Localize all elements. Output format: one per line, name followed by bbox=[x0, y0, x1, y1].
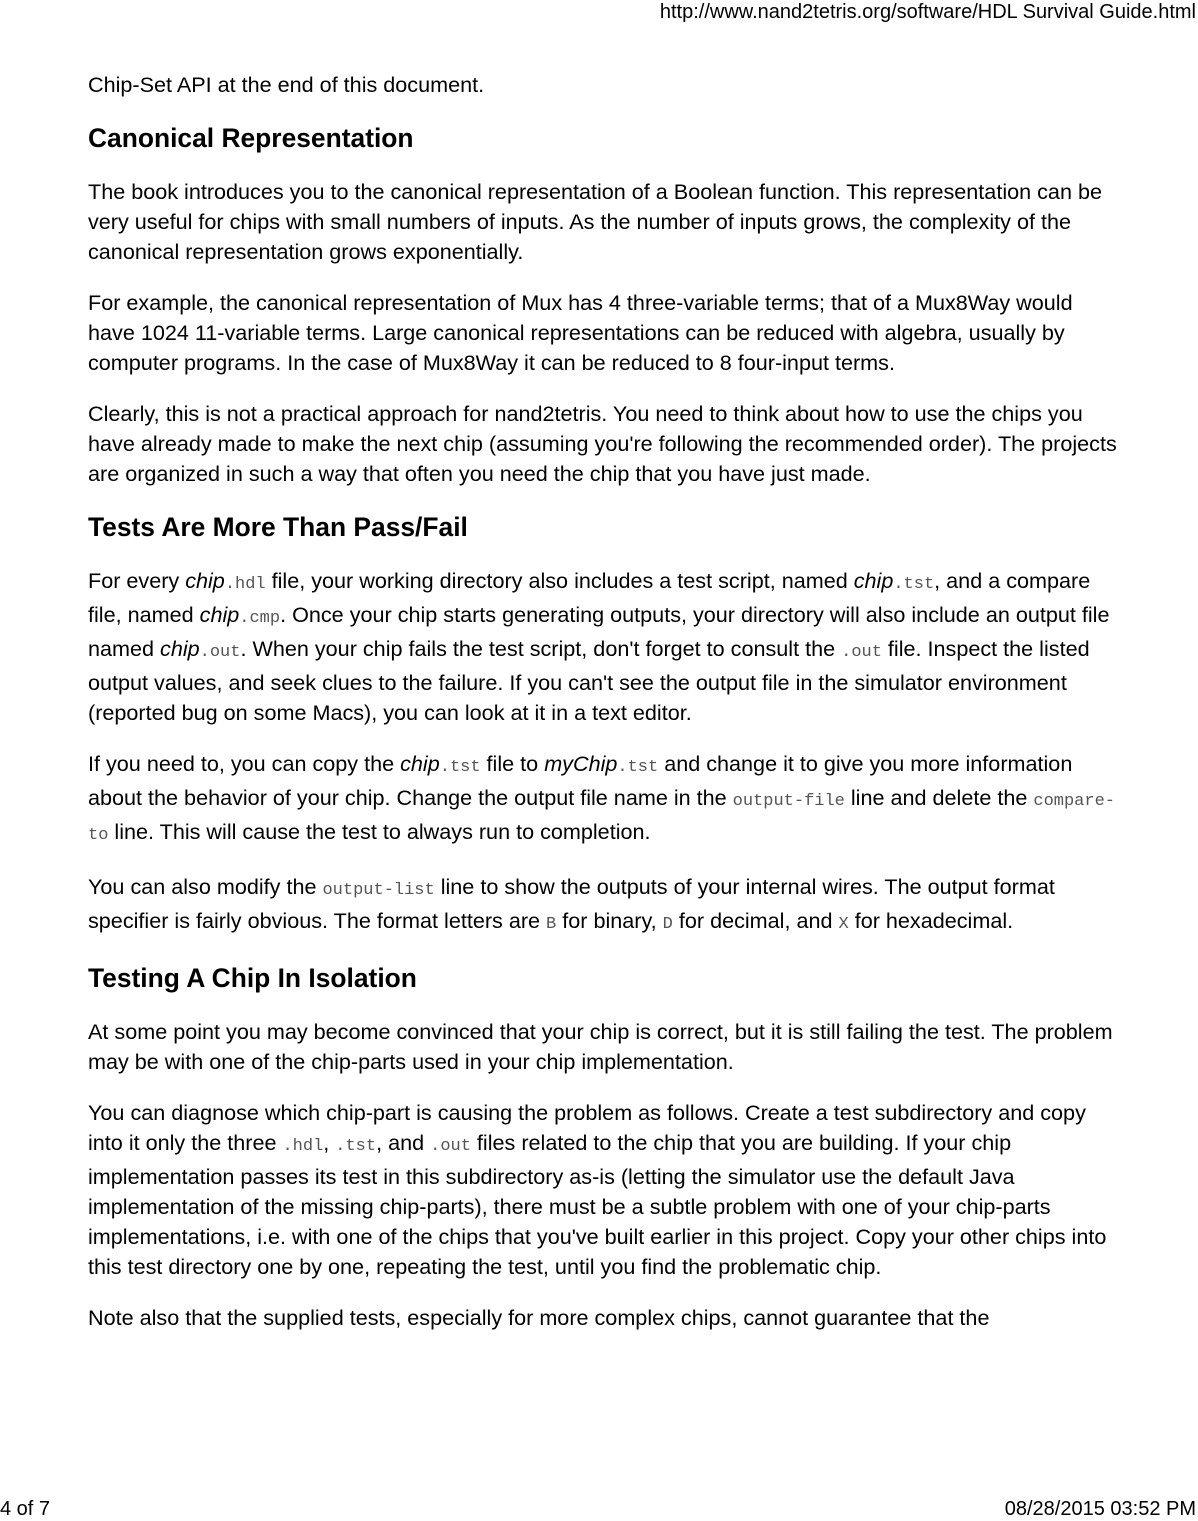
page-number: 4 of 7 bbox=[0, 1498, 51, 1520]
code-keyword: B bbox=[546, 915, 557, 934]
text: . When your chip fails the test script, don't forget to consult the bbox=[240, 636, 842, 661]
text: , and a compare file, named bbox=[88, 568, 1091, 627]
chip-name: chip bbox=[853, 568, 894, 593]
code-keyword: D bbox=[662, 915, 673, 934]
text: for decimal, and bbox=[672, 908, 839, 933]
text: . Once your chip starts generating outputs, your directory will also include an output file named bbox=[88, 602, 1110, 661]
intro-paragraph: Chip-Set API at the end of this document. bbox=[88, 72, 485, 97]
file-extension: .cmp bbox=[239, 609, 281, 628]
file-extension: .tst bbox=[335, 1137, 377, 1156]
text: line to show the outputs of your internal wires. The output format specifier is fairly obvious. The format letters are bbox=[88, 874, 1055, 933]
page-url: http://www.nand2tetris.org/software/HDL Survival Guide.html bbox=[659, 1, 1196, 23]
text: for binary, bbox=[556, 908, 663, 933]
paragraph bbox=[88, 1098, 1118, 1282]
paragraph: At some point you may become convinced that your chip is correct, but it is still failing the test. The problem may be with one of the chip-parts used in your chip implementation. bbox=[88, 1019, 1113, 1074]
file-extension: .tst bbox=[439, 758, 481, 777]
code-keyword: output-list bbox=[322, 881, 435, 900]
chip-name: chip bbox=[400, 751, 440, 776]
text: file. Inspect the listed output values, and seek clues to the failure. If you can't see the output file in the simulator environment (reported bug on some Macs), you can look at it in a text editor. bbox=[88, 636, 1090, 725]
text: If you need to, you can copy the bbox=[88, 751, 401, 776]
heading-canonical-representation: Canonical Representation bbox=[88, 123, 414, 153]
print-timestamp: 08/28/2015 03:52 PM bbox=[1004, 1498, 1196, 1520]
text: line. This will cause the test to always run to completion. bbox=[108, 819, 651, 844]
document-body bbox=[88, 70, 1118, 1354]
file-extension: .out bbox=[199, 643, 241, 662]
paragraph bbox=[88, 566, 1118, 728]
text: For every bbox=[88, 568, 186, 593]
file-extension: .hdl bbox=[282, 1137, 324, 1156]
text: file, your working directory also includes a test script, named bbox=[265, 568, 854, 593]
paragraph: Clearly, this is not a practical approach for nand2tetris. You need to think about how to use the chips you have already made to make the next chip (assuming you're following the recommended order). The projects are organized in such a way that often you need the chip that you have just made. bbox=[88, 401, 1117, 486]
text: line and delete the bbox=[844, 785, 1034, 810]
paragraph: For example, the canonical representation of Mux has 4 three-variable terms; that of a Mux8Way would have 1024 11-variable terms. Large canonical representations can be reduced with algebra, usually by computer programs. In the case of Mux8Way it can be reduced to 8 four-input terms. bbox=[88, 290, 1073, 375]
chip-name: myChip bbox=[544, 751, 618, 776]
heading-testing-in-isolation: Testing A Chip In Isolation bbox=[88, 963, 417, 993]
text: , and bbox=[376, 1130, 431, 1155]
chip-name: chip bbox=[199, 602, 240, 627]
file-extension: .tst bbox=[617, 758, 659, 777]
chip-name: chip bbox=[160, 636, 200, 661]
chip-name: chip bbox=[185, 568, 225, 593]
code-keyword: output-file bbox=[732, 792, 845, 811]
text: You can diagnose which chip-part is causing the problem as follows. Create a test subdirectory and copy into it only the three bbox=[88, 1100, 1086, 1155]
text: , bbox=[323, 1130, 336, 1155]
text: for hexadecimal. bbox=[848, 908, 1014, 933]
paragraph bbox=[88, 872, 1118, 940]
file-extension: .tst bbox=[893, 575, 935, 594]
file-extension: .out bbox=[430, 1137, 471, 1156]
paragraph: The book introduces you to the canonical representation of a Boolean function. This representation can be very useful for chips with small numbers of inputs. As the number of inputs grows, the complexity of the canonical representation grows exponentially. bbox=[88, 179, 1102, 264]
file-extension: .hdl bbox=[224, 575, 266, 594]
paragraph bbox=[88, 749, 1118, 851]
code-keyword: X bbox=[838, 915, 849, 934]
text: files related to the chip that you are building. If your chip implementation passes its test in this subdirectory as-is (letting the simulator use the default Java implementation of the missing chip-parts), there must be a subtle problem with one of your chip-parts implementations, i.e. with one of the chips that you've built earlier in this project. Copy your other chips into this test directory one by one, repeating the test, until you find the problematic chip. bbox=[88, 1130, 1107, 1279]
text: file to bbox=[480, 751, 545, 776]
file-extension: .out bbox=[841, 643, 882, 662]
text: You can also modify the bbox=[88, 874, 323, 899]
paragraph: Note also that the supplied tests, especially for more complex chips, cannot guarantee that the bbox=[88, 1305, 990, 1330]
heading-tests-pass-fail: Tests Are More Than Pass/Fail bbox=[88, 512, 468, 542]
text: and change it to give you more information about the behavior of your chip. Change the output file name in the bbox=[88, 751, 1073, 810]
code-keyword: compare-to bbox=[88, 792, 1115, 845]
